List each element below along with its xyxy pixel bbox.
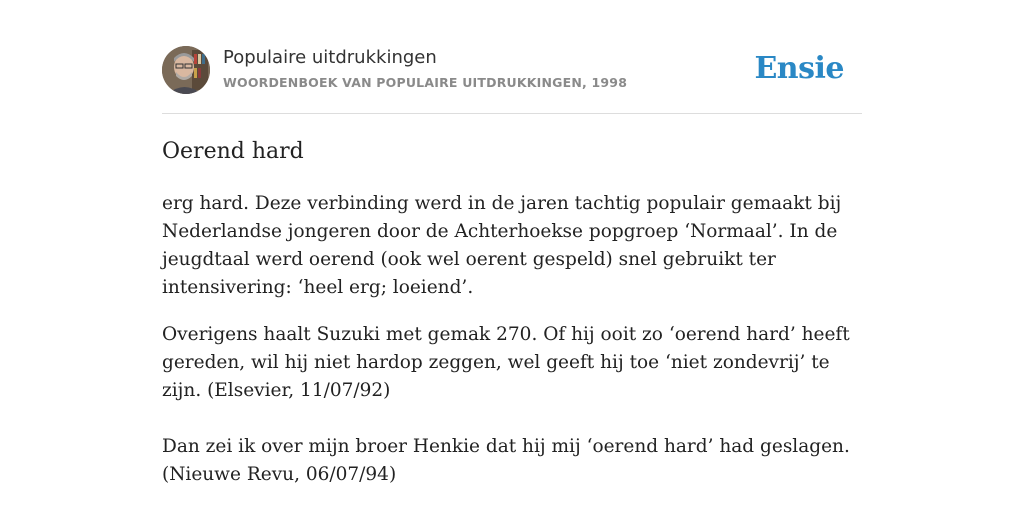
source-subtitle[interactable]: WOORDENBOEK VAN POPULAIRE UITDRUKKINGEN, 1998	[223, 75, 628, 90]
brand-logo[interactable]: Ensie	[754, 51, 844, 86]
source-header	[162, 46, 862, 96]
avatar-image	[162, 46, 210, 94]
definition-paragraph: erg hard. Deze verbinding werd in de jaren tachtig populair gemaakt bij Nederlandse jongeren door de Achterhoekse popgroep ‘Normaal’. In de jeugdtaal werd oerend (ook wel oerent gespeld) snel gebruikt ter intensivering: ‘heel erg; loeiend’.	[162, 193, 842, 298]
citation-paragraph: Overigens haalt Suzuki met gemak 270. Of hij ooit zo ‘oerend hard’ heeft gereden, wil hij niet hardop zeggen, wel geeft hij toe ‘niet zondevrij’ te zijn. (Elsevier, 11/07/92)	[162, 324, 850, 401]
entry-body	[162, 190, 862, 489]
citation-paragraph: Dan zei ik over mijn broer Henkie dat hij mij ‘oerend hard’ had geslagen. (Nieuwe Revu, 06/07/94)	[162, 436, 850, 485]
author-avatar[interactable]	[162, 46, 210, 94]
header-divider	[162, 113, 862, 114]
entry-title: Oerend hard	[162, 139, 304, 164]
source-title[interactable]: Populaire uitdrukkingen	[223, 47, 437, 68]
